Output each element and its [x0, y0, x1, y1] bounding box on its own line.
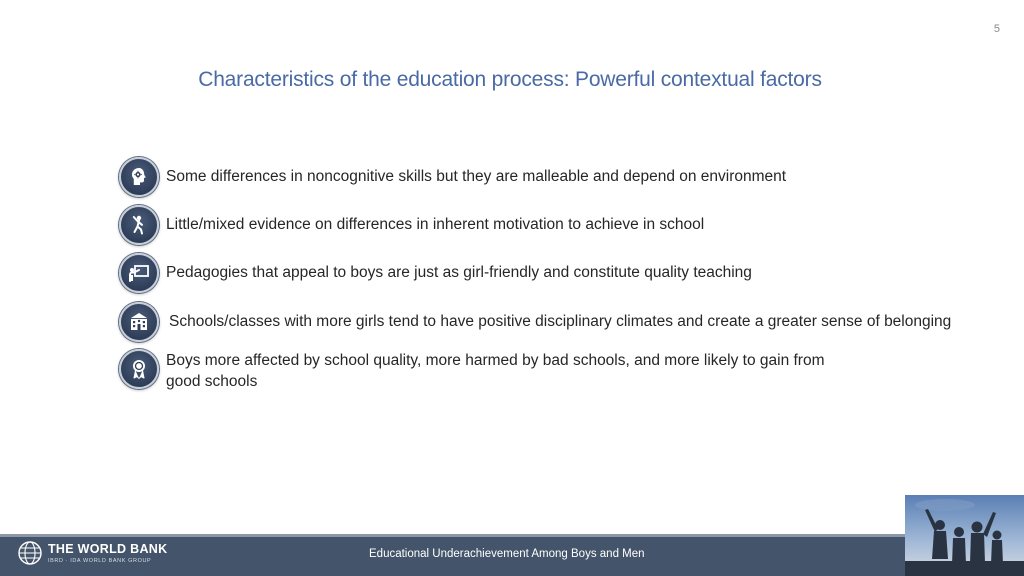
- world-bank-logo: [17, 540, 167, 566]
- footer-accent-line: [0, 534, 905, 537]
- bullet-item-school-quality: [119, 349, 846, 392]
- bullet-text: Boys more affected by school quality, more harmed by bad schools, and more likely to gain from good schools: [166, 352, 825, 390]
- bullet-item-pedagogies: [119, 253, 752, 293]
- globe-icon: [17, 540, 43, 566]
- bullet-text: Pedagogies that appeal to boys are just as girl-friendly and constitute quality teaching: [166, 264, 752, 281]
- person-cheering-icon: [119, 205, 159, 245]
- bullet-item-noncognitive: [119, 157, 786, 197]
- bullet-text: Little/mixed evidence on differences in inherent motivation to achieve in school: [166, 216, 705, 233]
- bullet-text: Some differences in noncognitive skills but they are malleable and depend on environment: [166, 168, 787, 185]
- logo-main-text: THE WORLD BANK: [48, 541, 168, 556]
- bullet-item-school-climate: [119, 302, 951, 342]
- page-number: 5: [993, 23, 1000, 35]
- bullet-text: Schools/classes with more girls tend to have positive disciplinary climates and create a greater sense of belonging: [169, 313, 952, 330]
- school-building-icon: [119, 302, 159, 342]
- footer-title: Educational Underachievement Among Boys and Men: [369, 548, 645, 560]
- award-ribbon-icon: [119, 349, 159, 389]
- bullet-item-motivation: [119, 205, 704, 245]
- logo-sub-text: IBRD · IDA WORLD BANK GROUP: [48, 557, 152, 564]
- brain-gear-icon: [119, 157, 159, 197]
- children-silhouette-photo: [905, 495, 1024, 576]
- teacher-board-icon: [119, 253, 159, 293]
- slide-title: Characteristics of the education process: Powerful contextual factors: [198, 68, 822, 91]
